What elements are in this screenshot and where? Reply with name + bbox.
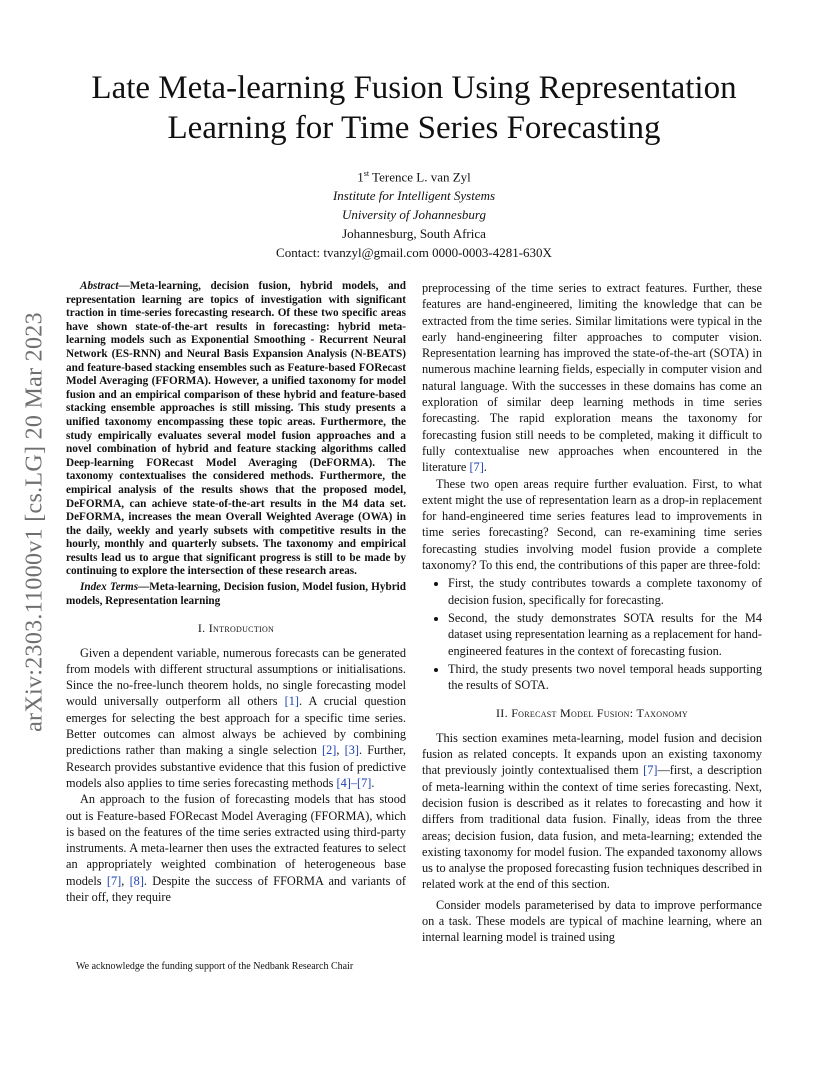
author-affiliation-1: Institute for Intelligent Systems — [332, 188, 496, 204]
index-terms-text: —Meta-learning, Decision fusion, Model fusion, Hybrid models, Representation learning — [66, 581, 406, 607]
list-item: • Second, the study demonstrates SOTA results for the M4 dataset using representation learning as a replacement for hand-engineered features in the context of forecasting fusion. — [448, 610, 762, 659]
left-column — [66, 280, 406, 905]
arxiv-stamp: arXiv:2303.11000v1 [cs.LG] 20 Mar 2023 — [21, 312, 48, 732]
right-paragraph-1: preprocessing of the time series to extract features. Further, these features are hand-engineered, limiting the knowledge that can be extracted from the time series. Similar limitations were typical in the early hand-engineering filter approaches to computer vision. Representation learning has improved the state-of-the-art (SOTA) in numerous machine learning fields, especially in computer vision and natural language. With the successes in these domains has come an exploration of similar deep learning methods in time series forecasting. The rapid exploration means the taxonomy for forecasting fusion still needs to be completed, making it difficult to fully contextualise new approaches when encountered in the literature [7]. — [422, 281, 762, 475]
author-location: Johannesburg, South Africa — [342, 226, 486, 242]
title-line-1: Late Meta-learning Fusion Using Representation — [91, 70, 737, 106]
citation-link[interactable]: [2] — [322, 743, 337, 758]
citation-link[interactable]: [7] — [106, 873, 122, 888]
author-affiliation-2: University of Johannesburg — [342, 207, 486, 223]
right-column — [422, 280, 762, 946]
citation-link[interactable]: [1] — [284, 694, 299, 709]
right-paragraph-2: These two open areas require further evaluation. First, to what extent might the use of representation learn as a drop-in replacement for hand-engineered time series features lead to improvements in time series forecasting? Second, can re-examining time series forecasting studies involving model fusion provide a complete taxonomy? To this end, the contributions of this paper are three-fold: — [422, 476, 762, 573]
section-heading-introduction: I. Introduction — [197, 621, 275, 636]
citation-link[interactable]: [4]–[7] — [336, 775, 372, 790]
citation-link[interactable]: [8] — [129, 873, 144, 888]
author-contact: Contact: tvanzyl@gmail.com 0000-0003-4281-630X — [276, 245, 552, 261]
citation-link[interactable]: [3] — [344, 743, 359, 758]
title-line-2: Learning for Time Series Forecasting — [167, 110, 661, 146]
taxonomy-paragraph-2: Consider models parameterised by data to improve performance on a task. These models are typical of machine learning, where an internal learning model is trained using — [422, 897, 762, 945]
intro-paragraph-2: An approach to the fusion of forecasting models that has stood out is Feature-based FORecast Model Averaging (FFORMA), which is based on the features of the time series extracted using third-party instruments. A meta-learner then uses the extracted features to select an appropriately weighted combination of heterogeneous base models [7], [8]. Despite the success of FFORMA and variants of their off, they require — [66, 792, 406, 904]
citation-link[interactable]: [7] — [469, 460, 484, 475]
contributions-list — [422, 575, 762, 693]
abstract-text: —Meta-learning, decision fusion, hybrid models, and representation learning are topics of investigation with significant traction in time-series forecasting research. Of these two specific areas have shown state-of-the-art results in forecasting: hybrid meta-learning models such as Exponential Smoothing - Recurrent Neural Network (ES-RNN) and Neural Basis Expansion Analysis (N-BEATS) and feature-based stacking ensembles such as Feature-based FORecast Model Averaging (FFORMA). However, a unified taxonomy for model fusion and an empirical comparison of these hybrid and feature-based stacking ensemble approaches is still missing. This study presents a unified taxonomy encompassing these topic areas. Furthermore, the study empirically evaluates several model fusion approaches and a novel combination of hybrid and feature stacking algorithms called Deep-learning FORecast Model Averaging (DeFORMA). The taxonomy contextualises the considered methods. Furthermore, the empirical analysis of the results shows that the proposed model, DeFORMA, can achieve state-of-the-art results in the M4 data set. DeFORMA, increases the mean Overall Weighted Average (OWA) in the daily, weekly and yearly subsets with competitive results in the hourly, monthly and quarterly subsets. The taxonomy and empirical results lead us to argue that significant progress is still to be made by continuing to explore the intersection of these research areas. — [66, 280, 406, 578]
intro-paragraph-1: Given a dependent variable, numerous forecasts can be generated from models with different structural assumptions or initialisations. Since the no-free-lunch theorem holds, no single forecasting model would universally outperform all others [1]. A crucial question emerges for selecting the best approach for a specific time series. Better outcomes can almost always be achieved by combining predictions rather than making a single selection [2], [3]. Further, Research provides substantive evidence that this fusion of predictive models also applies to time series forecasting methods [4]–[7]. — [66, 645, 406, 790]
citation-link[interactable]: [7] — [643, 763, 658, 778]
author-block — [200, 164, 628, 262]
taxonomy-paragraph-1: This section examines meta-learning, model fusion and decision fusion as related concepts. It expands upon an existing taxonomy that previously jointly contextualised them [7]—first, a description of meta-learning within the context of time series forecasting. Next, decision fusion is described as it relates to forecasting and how it differs from traditional data fusion. Finally, ideas from the three areas; decision fusion, data fusion, and meta-learning; extended the existing taxonomy for model fusion. The expanded taxonomy allows us to analyse the proposed forecasting fusion techniques described in related work at the end of this section. — [422, 730, 762, 892]
paper-title — [60, 68, 768, 148]
abstract — [66, 280, 406, 579]
list-item: • First, the study contributes towards a complete taxonomy of decision fusion, specifically for forecasting. — [448, 575, 762, 608]
author-name: 1st Terence L. van Zyl — [357, 169, 471, 185]
section-heading-taxonomy: II. Forecast Model Fusion: Taxonomy — [496, 706, 688, 721]
list-item: • Third, the study presents two novel temporal heads supporting the results of SOTA. — [448, 661, 762, 694]
index-terms — [66, 581, 406, 608]
footnote: We acknowledge the funding support of the Nedbank Research Chair — [76, 961, 354, 972]
index-terms-label: Index Terms — [80, 581, 139, 594]
abstract-label: Abstract — [80, 280, 119, 292]
